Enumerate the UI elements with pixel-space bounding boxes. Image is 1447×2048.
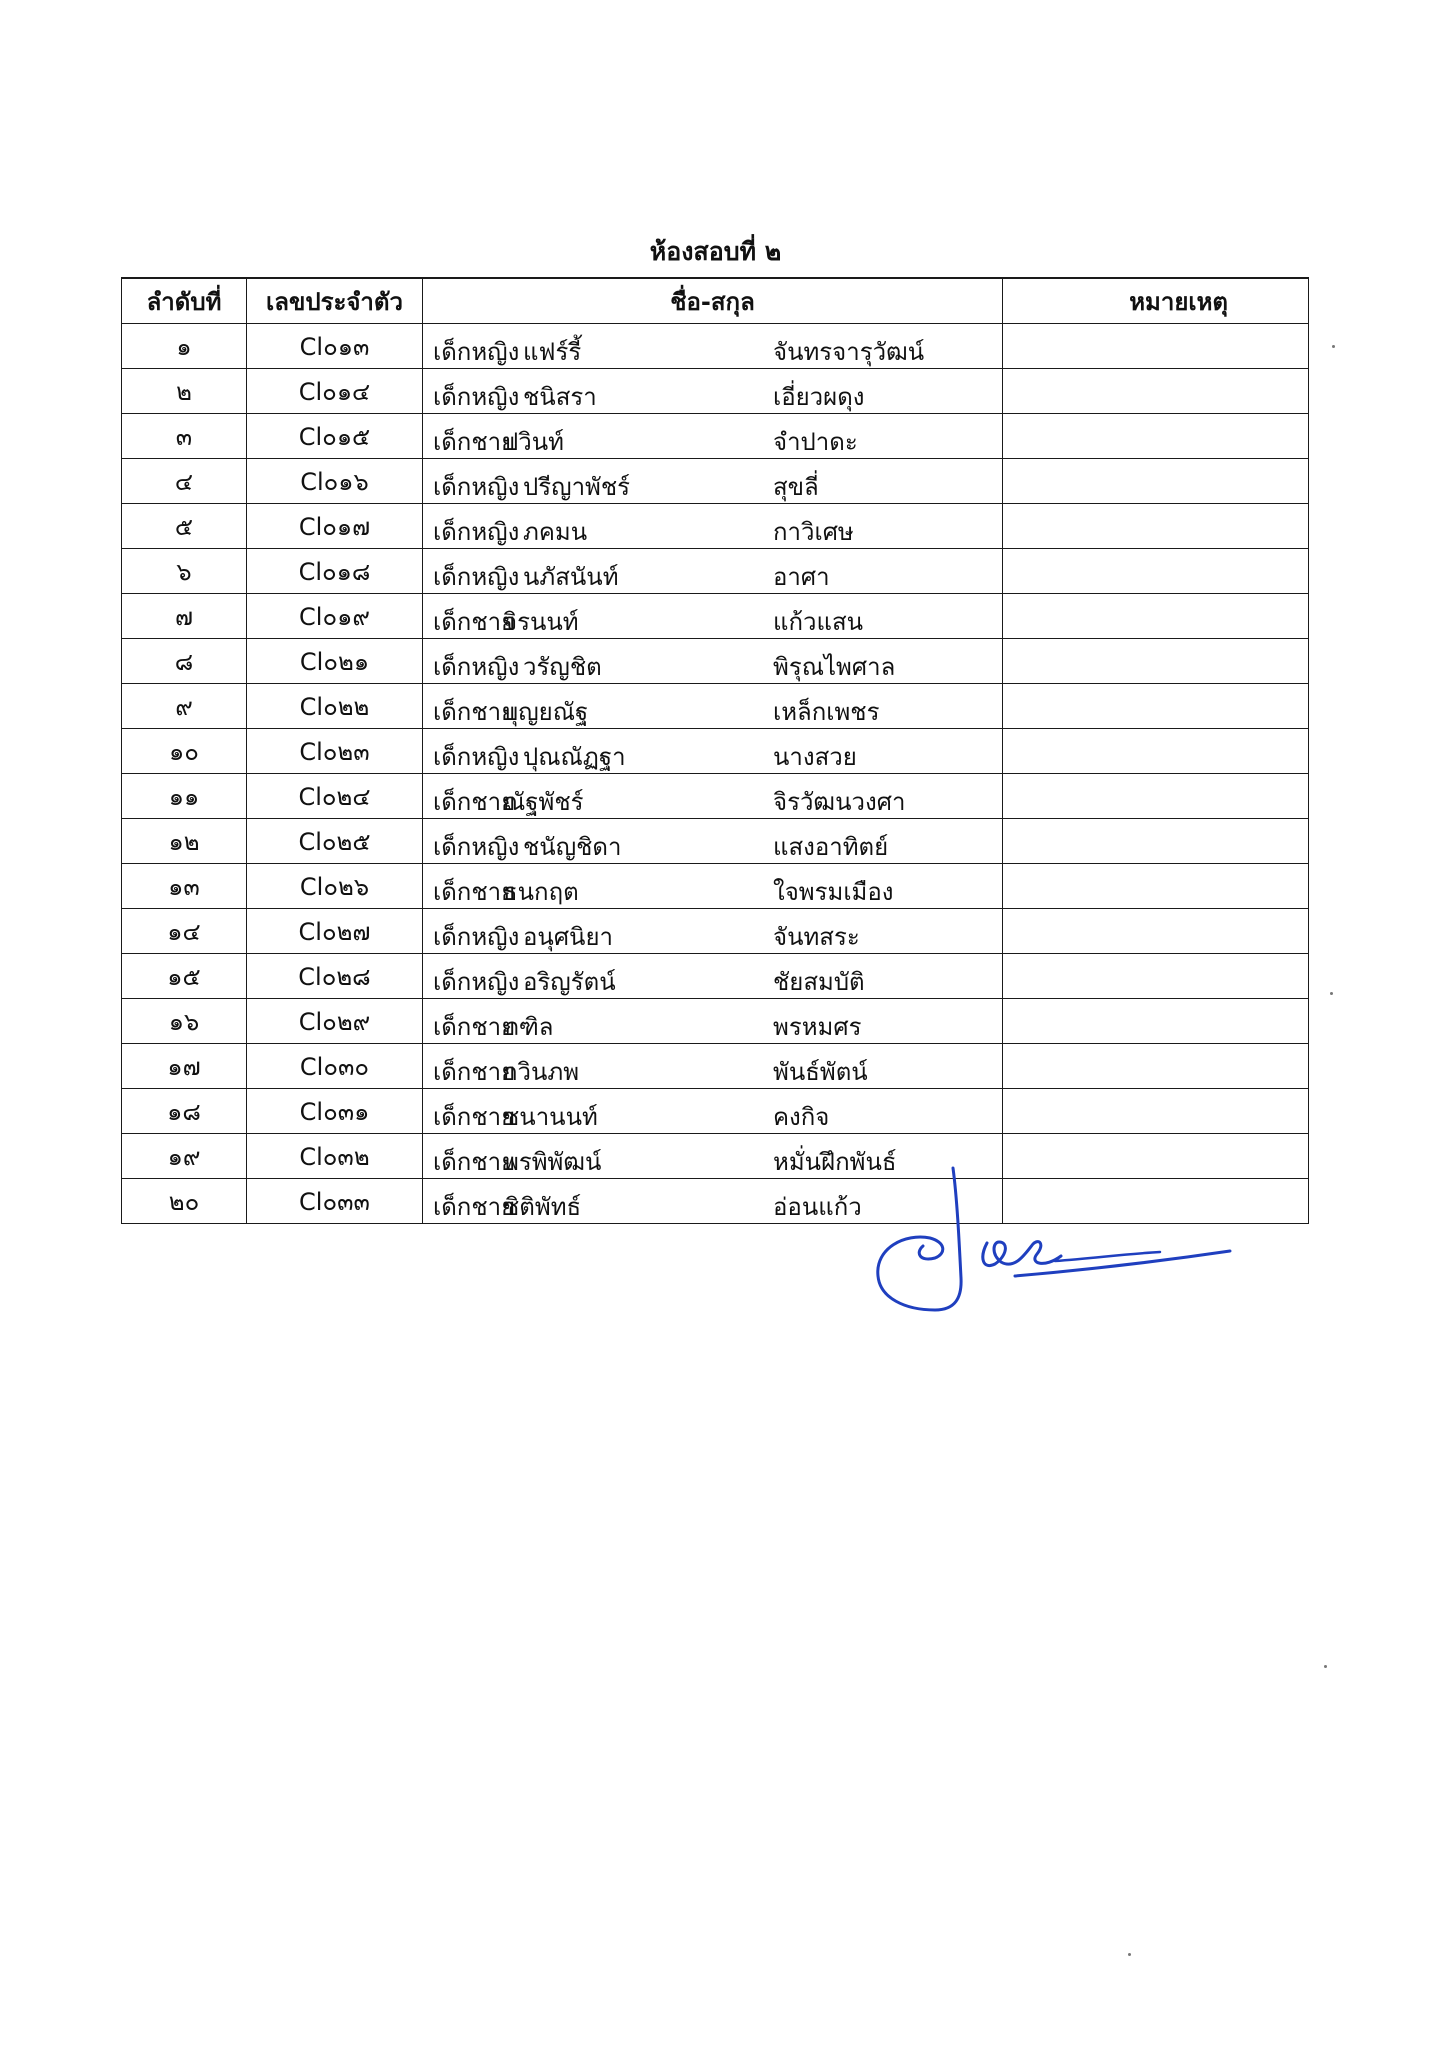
table-row xyxy=(122,729,1309,774)
name-first: วรัญชิต xyxy=(523,653,602,681)
remark-cell xyxy=(1003,324,1309,369)
order-cell: ๑ xyxy=(122,324,247,369)
student-id-cell: Cl๐๒๑ xyxy=(247,639,423,684)
name-last: กาวิเศษ xyxy=(773,518,854,546)
table-row xyxy=(122,999,1309,1044)
remark-cell xyxy=(1003,639,1309,684)
student-id-cell: Cl๐๓๓ xyxy=(247,1179,423,1224)
order-cell: ๑๗ xyxy=(122,1044,247,1089)
name-last: พิรุณไพศาล xyxy=(773,653,896,681)
name-prefix: เด็กชาย xyxy=(433,608,516,636)
name-last: อาศา xyxy=(773,563,830,591)
name-first: แฟร์รี้ xyxy=(523,338,582,366)
name-first: ชนัญชิดา xyxy=(523,833,622,861)
student-id-cell: Cl๐๒๗ xyxy=(247,909,423,954)
name-last: อ่อนแก้ว xyxy=(773,1193,862,1221)
remark-cell xyxy=(1003,864,1309,909)
table-row xyxy=(122,459,1309,504)
student-id-cell: Cl๐๑๓ xyxy=(247,324,423,369)
order-cell: ๑๑ xyxy=(122,774,247,819)
student-id-cell: Cl๐๓๑ xyxy=(247,1089,423,1134)
name-cell xyxy=(423,504,1003,549)
name-cell xyxy=(423,324,1003,369)
name-cell xyxy=(423,414,1003,459)
remark-cell xyxy=(1003,1044,1309,1089)
student-id-cell: Cl๐๒๕ xyxy=(247,819,423,864)
remark-cell xyxy=(1003,594,1309,639)
name-cell xyxy=(423,729,1003,774)
table-row xyxy=(122,1044,1309,1089)
student-id-cell: Cl๐๑๘ xyxy=(247,549,423,594)
table-row xyxy=(122,909,1309,954)
table-row xyxy=(122,684,1309,729)
order-cell: ๑๕ xyxy=(122,954,247,999)
name-last: พรหมศร xyxy=(773,1013,862,1041)
name-last: หมั่นฝึกพันธ์ xyxy=(773,1148,897,1176)
name-first: ปวินท์ xyxy=(503,428,564,456)
order-cell: ๑๔ xyxy=(122,909,247,954)
remark-cell xyxy=(1003,819,1309,864)
header-name: ชื่อ-สกุล xyxy=(423,278,1003,324)
order-cell: ๗ xyxy=(122,594,247,639)
name-cell xyxy=(423,594,1003,639)
name-prefix: เด็กชาย xyxy=(433,1013,516,1041)
name-cell xyxy=(423,999,1003,1044)
name-cell xyxy=(423,549,1003,594)
name-prefix: เด็กชาย xyxy=(433,1193,516,1221)
name-last: สุขลี่ xyxy=(773,473,819,501)
student-id-cell: Cl๐๓๒ xyxy=(247,1134,423,1179)
student-id-cell: Cl๐๒๒ xyxy=(247,684,423,729)
remark-cell xyxy=(1003,774,1309,819)
name-prefix: เด็กชาย xyxy=(433,1148,516,1176)
student-id-cell: Cl๐๒๙ xyxy=(247,999,423,1044)
name-cell xyxy=(423,1044,1003,1089)
order-cell: ๒๐ xyxy=(122,1179,247,1224)
scan-speck xyxy=(1324,1665,1327,1668)
name-cell xyxy=(423,459,1003,504)
name-first: อริญรัตน์ xyxy=(523,968,616,996)
name-first: ภคมน xyxy=(523,518,588,546)
name-prefix: เด็กชาย xyxy=(433,1103,516,1131)
remark-cell xyxy=(1003,954,1309,999)
name-first: พรพิพัฒน์ xyxy=(503,1148,602,1176)
name-prefix: เด็กหญิง xyxy=(433,338,520,366)
student-id-cell: Cl๐๑๕ xyxy=(247,414,423,459)
scan-speck xyxy=(1128,1953,1131,1956)
name-cell xyxy=(423,684,1003,729)
name-prefix: เด็กชาย xyxy=(433,698,516,726)
table-row xyxy=(122,324,1309,369)
student-id-cell: Cl๐๑๙ xyxy=(247,594,423,639)
name-first: ชนิสรา xyxy=(523,383,597,411)
order-cell: ๑๒ xyxy=(122,819,247,864)
order-cell: ๑๘ xyxy=(122,1089,247,1134)
name-first: นภัสนันท์ xyxy=(523,563,619,591)
name-first: ภฑิล xyxy=(503,1013,554,1041)
name-cell xyxy=(423,639,1003,684)
order-cell: ๒ xyxy=(122,369,247,414)
name-last: จันทรจารุวัฒน์ xyxy=(773,338,925,366)
remark-cell xyxy=(1003,729,1309,774)
name-prefix: เด็กหญิง xyxy=(433,968,520,996)
order-cell: ๔ xyxy=(122,459,247,504)
name-last: แก้วแสน xyxy=(773,608,863,636)
order-cell: ๑๙ xyxy=(122,1134,247,1179)
table-row xyxy=(122,954,1309,999)
table-row xyxy=(122,549,1309,594)
name-last: แสงอาทิตย์ xyxy=(773,833,889,861)
name-first: กวินภพ xyxy=(503,1058,580,1086)
remark-cell xyxy=(1003,369,1309,414)
student-id-cell: Cl๐๒๔ xyxy=(247,774,423,819)
student-id-cell: Cl๐๒๖ xyxy=(247,864,423,909)
table-row xyxy=(122,414,1309,459)
table-row xyxy=(122,1089,1309,1134)
name-prefix: เด็กหญิง xyxy=(433,923,520,951)
name-last: เอี่ยวผดุง xyxy=(773,383,865,411)
header-order: ลำดับที่ xyxy=(122,278,247,324)
header-row xyxy=(122,278,1309,324)
remark-cell xyxy=(1003,999,1309,1044)
name-first: ชิติพัทธ์ xyxy=(503,1193,582,1221)
scan-speck xyxy=(1330,992,1333,995)
name-cell xyxy=(423,774,1003,819)
name-last: ใจพรมเมือง xyxy=(773,878,894,906)
roster-body xyxy=(122,324,1309,1224)
name-last: จิรวัฒนวงศา xyxy=(773,788,906,816)
order-cell: ๕ xyxy=(122,504,247,549)
table-row xyxy=(122,864,1309,909)
name-first: ปรีญาพัชร์ xyxy=(523,473,631,501)
student-id-cell: Cl๐๑๖ xyxy=(247,459,423,504)
student-id-cell: Cl๐๒๓ xyxy=(247,729,423,774)
name-cell xyxy=(423,864,1003,909)
name-cell xyxy=(423,1089,1003,1134)
table-row xyxy=(122,639,1309,684)
table-row xyxy=(122,819,1309,864)
student-id-cell: Cl๐๑๗ xyxy=(247,504,423,549)
name-first: ณัฐพัชร์ xyxy=(503,788,584,816)
remark-cell xyxy=(1003,1089,1309,1134)
student-id-cell: Cl๐๓๐ xyxy=(247,1044,423,1089)
name-prefix: เด็กหญิง xyxy=(433,473,520,501)
name-last: จำปาดะ xyxy=(773,428,858,456)
remark-cell xyxy=(1003,414,1309,459)
scan-speck xyxy=(1332,345,1335,348)
table-row xyxy=(122,594,1309,639)
order-cell: ๘ xyxy=(122,639,247,684)
order-cell: ๑๓ xyxy=(122,864,247,909)
table-row xyxy=(122,369,1309,414)
student-id-cell: Cl๐๑๔ xyxy=(247,369,423,414)
exam-roster-table xyxy=(121,277,1309,1224)
name-last: นางสวย xyxy=(773,743,857,771)
remark-cell xyxy=(1003,504,1309,549)
order-cell: ๓ xyxy=(122,414,247,459)
remark-cell xyxy=(1003,459,1309,504)
remark-cell xyxy=(1003,909,1309,954)
order-cell: ๖ xyxy=(122,549,247,594)
name-last: เหล็กเพชร xyxy=(773,698,880,726)
name-prefix: เด็กหญิง xyxy=(433,563,520,591)
name-last: คงกิจ xyxy=(773,1103,830,1131)
name-cell xyxy=(423,909,1003,954)
name-first: ชนานนท์ xyxy=(503,1103,598,1131)
name-last: ชัยสมบัติ xyxy=(773,968,865,996)
table-row xyxy=(122,774,1309,819)
order-cell: ๙ xyxy=(122,684,247,729)
remark-cell xyxy=(1003,549,1309,594)
order-cell: ๑๐ xyxy=(122,729,247,774)
remark-cell xyxy=(1003,684,1309,729)
name-first: อนุศนิยา xyxy=(523,923,613,951)
page-title: ห้องสอบที่ ๒ xyxy=(649,237,782,266)
name-last: พันธ์พัตน์ xyxy=(773,1058,868,1086)
name-prefix: เด็กหญิง xyxy=(433,383,520,411)
name-cell xyxy=(423,954,1003,999)
name-prefix: เด็กหญิง xyxy=(433,518,520,546)
name-prefix: เด็กชาย xyxy=(433,788,516,816)
table-row xyxy=(122,504,1309,549)
name-first: บุญยณัฐ xyxy=(503,698,589,726)
name-prefix: เด็กชาย xyxy=(433,428,516,456)
name-prefix: เด็กหญิง xyxy=(433,833,520,861)
signature xyxy=(875,1158,1245,1318)
name-prefix: เด็กหญิง xyxy=(433,743,520,771)
name-first: ธนกฤต xyxy=(503,878,579,906)
student-id-cell: Cl๐๒๘ xyxy=(247,954,423,999)
header-id: เลขประจำตัว xyxy=(247,278,423,324)
name-cell xyxy=(423,819,1003,864)
order-cell: ๑๖ xyxy=(122,999,247,1044)
name-prefix: เด็กชาย xyxy=(433,1058,516,1086)
name-last: จันทสระ xyxy=(773,923,860,951)
header-remark: หมายเหตุ xyxy=(1003,278,1309,324)
name-first: จิรนนท์ xyxy=(503,608,579,636)
name-first: ปุณณัฏฐา xyxy=(523,743,626,771)
name-prefix: เด็กชาย xyxy=(433,878,516,906)
name-prefix: เด็กหญิง xyxy=(433,653,520,681)
name-cell xyxy=(423,369,1003,414)
